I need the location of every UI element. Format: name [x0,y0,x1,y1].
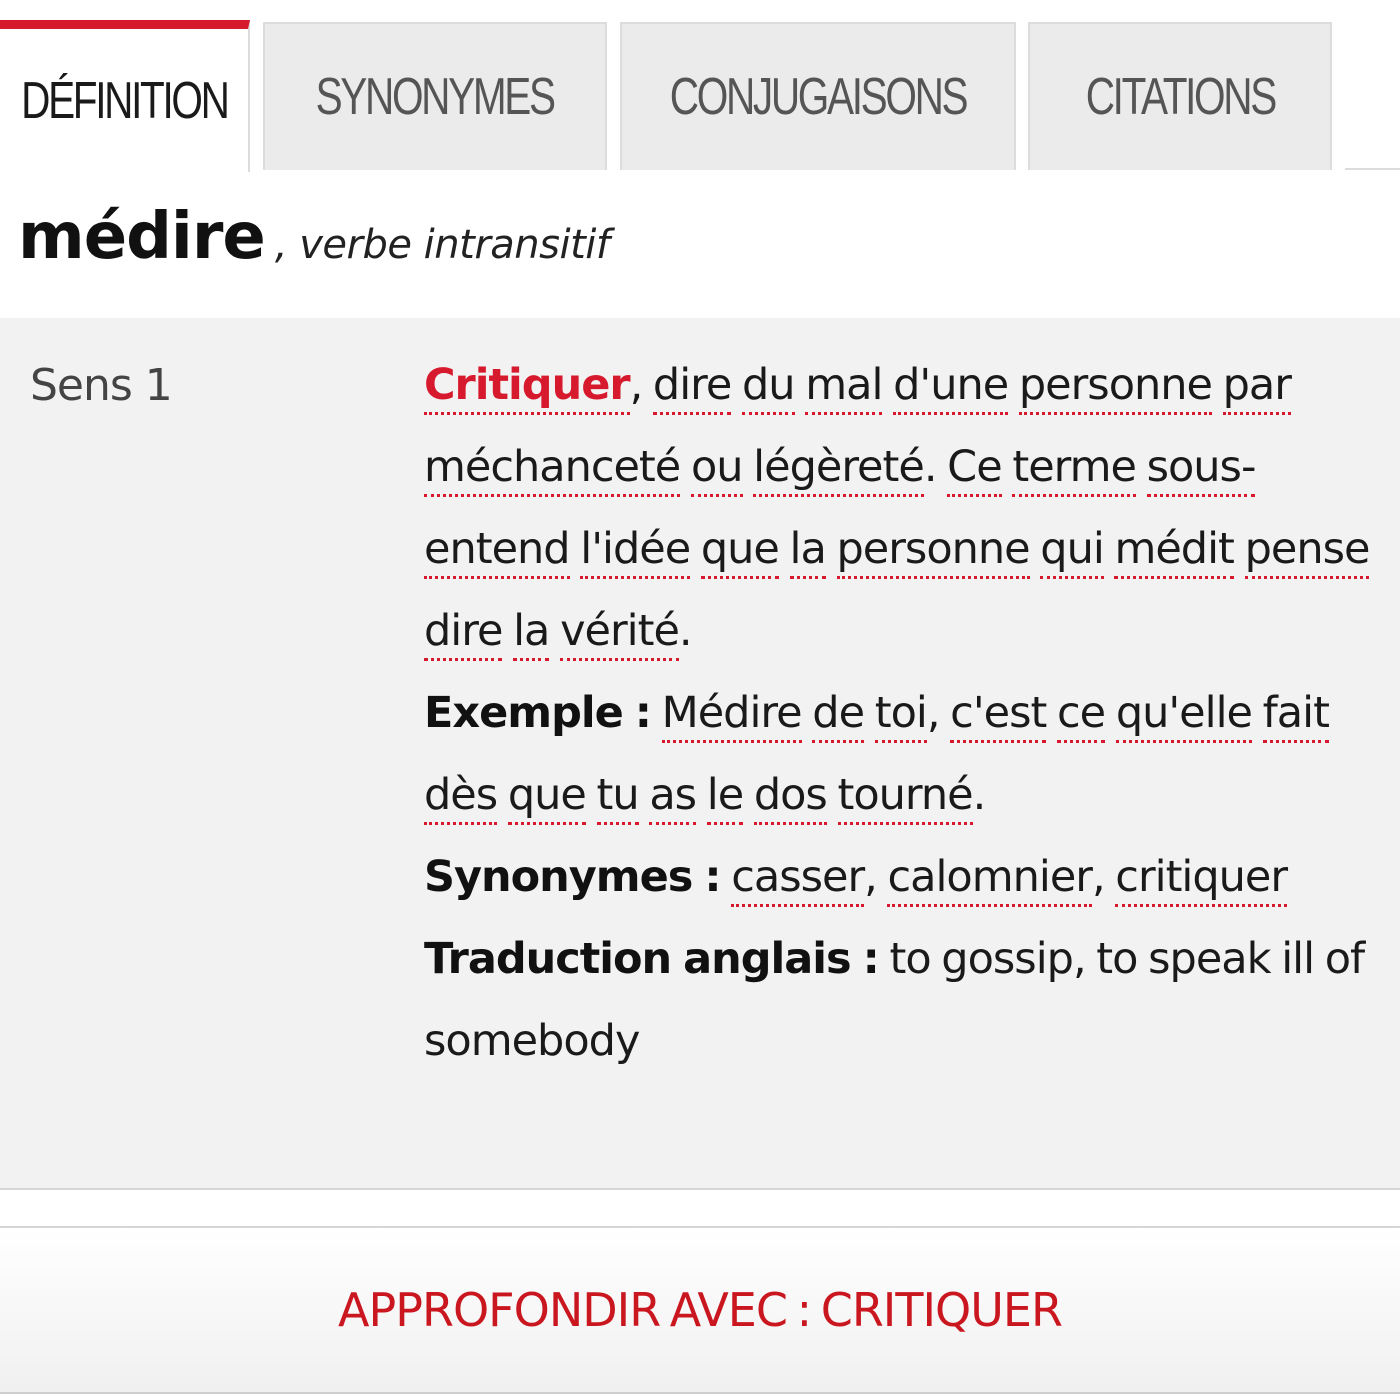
definition-text: , dire du mal d'une personne par méchanceté ou légèreté. Ce terme sous-entend l'idée que la personne qui médit pense dire la vérité. [424,360,1369,661]
dictionary-word-link[interactable]: c'est [950,688,1046,743]
dictionary-word-link[interactable]: calomnier [887,852,1091,907]
deepen-button[interactable] [0,1226,1400,1394]
dictionary-word-link[interactable]: sous-entend [424,442,1255,579]
dictionary-word-link[interactable]: Ce [947,442,1001,497]
synonyms-paragraph [424,836,1384,918]
dictionary-word-link[interactable]: par [1223,360,1291,415]
entry-header [18,200,609,310]
dictionary-word-link[interactable]: critiquer [1115,852,1287,907]
dictionary-word-link[interactable]: le [707,770,743,825]
dictionary-word-link[interactable]: tourné [838,770,973,825]
dictionary-word-link[interactable]: la [513,606,549,661]
dictionary-word-link[interactable]: de [812,688,864,743]
dictionary-word-link[interactable]: dos [754,770,827,825]
headword: médire [18,200,265,274]
tab-definition-label: DÉFINITION [20,71,228,130]
tab-synonymes[interactable] [263,22,607,170]
dictionary-word-link[interactable]: personne [837,524,1030,579]
tab-conjugaisons-label: CONJUGAISONS [669,68,967,126]
translation-text: to gossip, to speak ill of somebody [424,934,1365,1066]
dictionary-word-link[interactable]: fait [1263,688,1329,743]
dictionary-word-link[interactable]: la [790,524,826,579]
definition-link-critiquer[interactable]: Critiquer [424,360,630,415]
dictionary-word-link[interactable]: casser [731,852,864,907]
example-label: Exemple : [424,688,651,738]
dictionary-word-link[interactable]: que [508,770,586,825]
dictionary-word-link[interactable]: ce [1057,688,1105,743]
dictionary-word-link[interactable]: terme [1012,442,1136,497]
dictionary-word-link[interactable]: as [649,770,696,825]
dictionary-word-link[interactable]: médit [1114,524,1233,579]
tab-citations[interactable] [1028,22,1332,170]
dictionary-word-link[interactable]: toi [875,688,927,743]
tab-conjugaisons[interactable] [620,22,1016,170]
sense-label: Sens 1 [30,360,172,411]
synonyms-label: Synonymes : [424,852,721,902]
dictionary-word-link[interactable]: pense [1245,524,1370,579]
dictionary-word-link[interactable]: mal [805,360,882,415]
translation-paragraph [424,918,1384,1082]
tab-baseline-divider [1345,168,1400,170]
example-text: Médire de toi, c'est ce qu'elle fait dès que tu as le dos tourné. [424,688,1329,825]
dictionary-word-link[interactable]: dès [424,770,497,825]
dictionary-word-link[interactable]: dire [653,360,731,415]
dictionary-word-link[interactable]: personne [1019,360,1212,415]
tab-synonymes-label: SYNONYMES [315,68,555,126]
sense-panel [0,318,1400,1190]
dictionary-word-link[interactable]: méchanceté [424,442,680,497]
definition-paragraph [424,344,1384,672]
tab-definition[interactable] [0,20,250,172]
dictionary-word-link[interactable]: Médire [662,688,802,743]
dictionary-word-link[interactable]: d'une [893,360,1008,415]
dictionary-word-link[interactable]: légèreté [753,442,924,497]
dictionary-word-link[interactable]: qu'elle [1116,688,1252,743]
dictionary-word-link[interactable]: que [701,524,779,579]
translation-label: Traduction anglais : [424,934,879,984]
dictionary-word-link[interactable]: tu [597,770,639,825]
dictionary-word-link[interactable]: l'idée [580,524,690,579]
dictionary-word-link[interactable]: qui [1040,524,1104,579]
tab-bar [0,0,1400,170]
dictionary-word-link[interactable]: dire [424,606,502,661]
dictionary-word-link[interactable]: ou [691,442,743,497]
dictionary-word-link[interactable]: vérité [560,606,679,661]
sense-body [424,344,1384,1082]
example-paragraph [424,672,1384,836]
part-of-speech: , verbe intransitif [274,222,610,268]
tab-citations-label: CITATIONS [1085,68,1275,126]
deepen-button-label: APPROFONDIR AVEC : CRITIQUER [338,1283,1062,1337]
synonyms-text: casser, calomnier, critiquer [731,852,1287,907]
dictionary-word-link[interactable]: du [742,360,795,415]
